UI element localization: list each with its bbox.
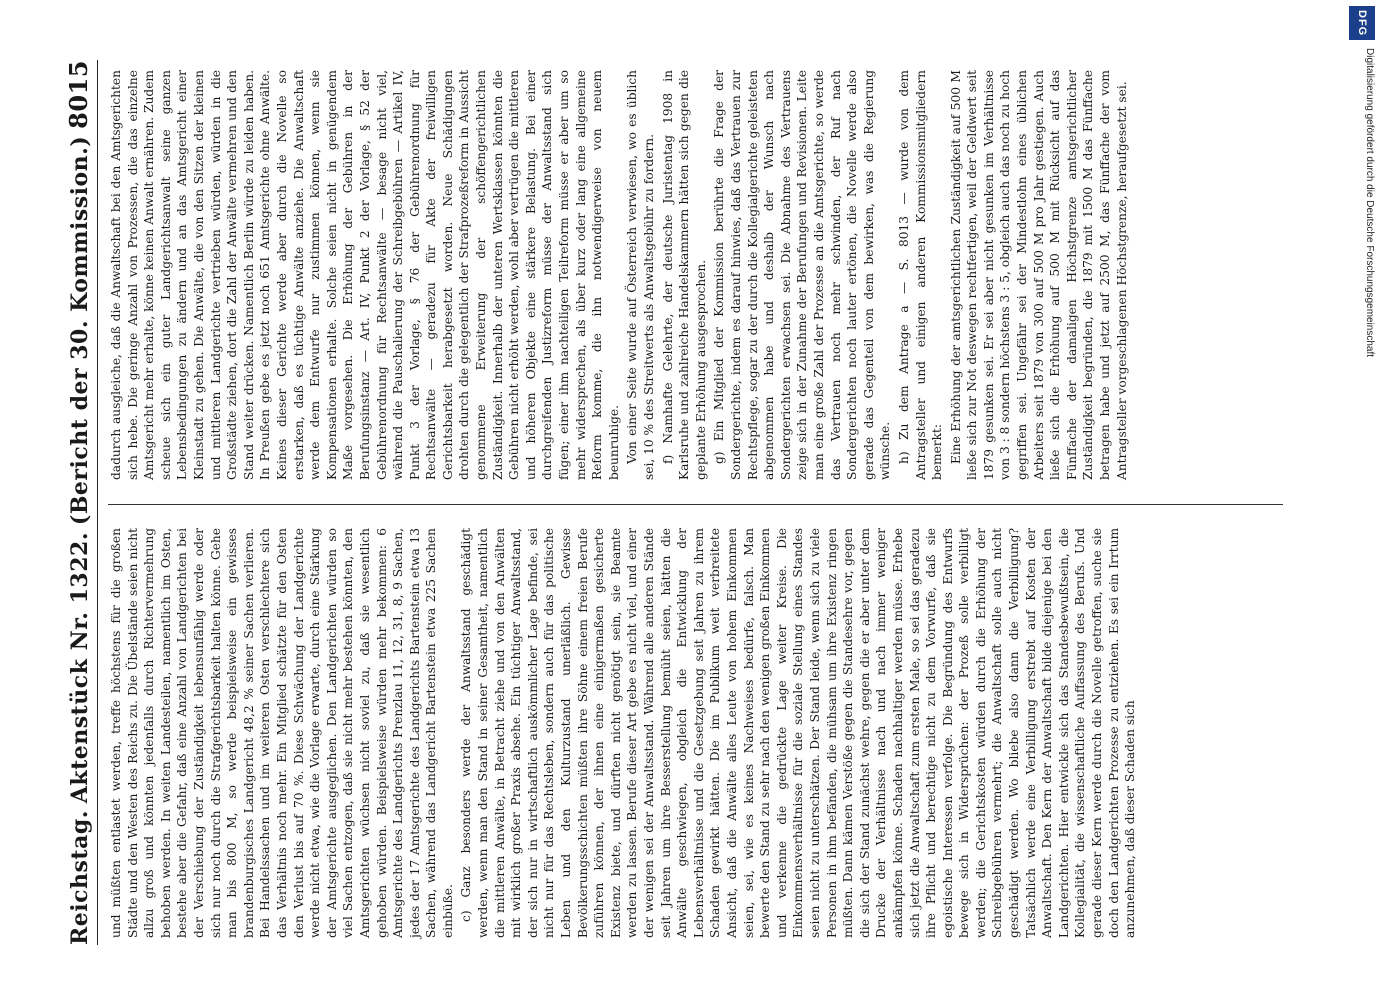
header-center: Aktenstück Nr. 1322. [67,532,93,804]
column-divider [108,504,1283,505]
right-paragraph-3: f) Namhafte Gelehrte, der deutsche Juristentag 1908 in Karlsruhe und zahlreiche Handelskammern hätten sich gegen die geplante Erhöhung ausgesprochen. [660,70,708,480]
digitization-note: Digitalisierung gefördert durch die Deutsche Forschungsgemeinschaft [1364,48,1375,358]
right-paragraph-1: dadurch ausgleiche, daß die Anwaltschaft bei den Amtsgerichten sich hebe. Die geringe Anzahl von Prozessen, die das einzelne Amtsgericht mehr erhalte, könne keinen Anwalt ernähren. Zudem scheue sich ein guter Landgerichtsanwalt seine ganzen Lebensbedingungen zu ändern und an das Amtsgericht einer Kleinstadt zu gehen. Die Anwälte, die von den Sitzen der kleinen und mittleren Landgerichte vertrieben würden, würden in die Großstädte ziehen, dort die Zahl der Anwälte vermehren und den Stand weiter drücken. Namentlich Berlin würde zu leiden haben. In Preußen gebe es jetzt noch 651 Amtsgerichte ohne Anwälte. Keines dieser Gerichte werde aber durch die Novelle so erstarken, daß es tüchtige Anwälte anziehe. Die Anwaltschaft werde dem Entwurfe nur zustimmen können, wenn sie Kompensationen erhalte. Solche seien nicht in genügendem Maße vorgesehen. Die Erhöhung der Gebühren in der Berufungsinstanz — Art. IV, Punkt 2 der Vorlage, § 52 der Gebührenordnung für Rechtsanwälte — besage nicht viel, während die Pauschalierung der Schreibgebühren — Artikel IV, Punkt 3 der Vorlage, § 76 der Gebührenordnung für Rechtsanwälte — geradezu für Akte der freiwilligen Gerichtsbarkeit herabgesetzt worden. Neue Schädigungen drohten durch die gelegentlich der Strafprozeßreform in Aussicht genommene Erweiterung der schöffengerichtlichen Zuständigkeit. Innerhalb der unteren Wertsklassen könnten die Gebühren nicht erhöht werden, wohl aber vertrügen die mittleren und höheren Objekte eine stärkere Belastung. Bei einer durchgreifenden Justizreform müsse der Anwaltsstand sich fügen; einer ihm nachteiligen Teilreform müsse er aber um so mehr widersprechen, als über kurz oder lang eine allgemeine Reform komme, die ihn notwendigerweise von neuem beunruhige. [109,70,621,480]
left-paragraph-2: c) Ganz besonders werde der Anwaltsstand geschädigt werden, wenn man den Stand in seiner Gesamtheit, namentlich die mittleren Anwälte, in Betracht ziehe und von den Anwälten mit wirklich großer Praxis absehe. Ein tüchtiger Anwaltsstand, der sich nur in wirtschaftlich auskömmlicher Lage befinde, sei nicht nur für das Rechtsleben, sondern auch für das politische Leben und den Kulturzustand unerläßlich. Gewisse Bevölkerungsschichten müßten ihre Söhne einem freien Berufe zuführen können, der ihnen eine einigermaßen gesicherte Existenz biete, und dürften nicht genötigt sein, sie Beamte werden zu lassen. Berufe dieser Art gebe es nicht viel, und einer der wenigen sei der Anwaltsstand. Während alle anderen Stände seit Jahren um ihre Besserstellung bemüht seien, hätten die Anwälte geschwiegen, obgleich die Entwicklung der Lebensverhältnisse und die Gesetzgebung seit Jahren zu ihrem Schaden gewirkt hätten. Die im Publikum weit verbreitete Ansicht, daß die Anwälte alles Leute von hohem Einkommen seien, sei, wie es keines Nachweises bedürfe, falsch. Man bewerte den Stand zu sehr nach den wenigen großen Einkommen und verkenne die gedrückte Lage weiter Kreise. Die Einkommensverhältnisse für die soziale Stellung eines Standes seien nicht zu unterschätzen. Der Stand leide, wenn sich zu viele Personen in ihm befänden, die mühsam um ihre Existenz ringen müßten. Dann kämen Verstöße gegen die Standesehre vor, gegen die sich der Stand zunächst wehre, gegen die er aber unter dem Drucke der Verhältnisse nach und nach immer weniger ankämpfen könne. Schaden nachhaltiger werden müsse. Erhebe sich jetzt die Anwaltschaft zum ersten Male, so sei das geradezu ihre Pflicht und berechtige nicht zu dem Vorwurfe, daß sie egoistische Interessen verfolge. Die Begründung des Entwurfs bewege sich in Widersprüchen: der Prozeß solle verbilligt werden; die Gerichtskosten würden durch die Erhöhung der Schreibgebühren vermehrt; die Anwaltschaft solle auch nicht geschädigt werden. Wo bliebe also dann die Verbilligung? Tatsächlich werde eine Verbilligung erstrebt auf Kosten der Anwaltschaft. Den Kern der Anwaltschaft bilde diejenige bei den Landgerichten. Hier entwickle sich das Standesbewußtsein, die Kollegialität, die wissenschaftliche Auffassung des Berufs. Und gerade dieser Kern werde durch die Novelle getroffen, suche sie doch den Landgerichten Prozesse zu entziehen. Es sei ein Irrtum anzunehmen, daß dieser Schaden sich [459,528,1138,938]
right-column [108,70,1132,480]
right-paragraph-6: Eine Erhöhung der amtsgerichtlichen Zuständigkeit auf 500 M ließe sich zur Not deswegen rechtfertigen, weil der Geldwert seit 1879 gesunken sei. Er sei aber nicht gesunken im Verhältnisse von 3 : 8 sondern höchstens 3 : 5, obgleich auch das noch zu hoch gegriffen sei. Ungefähr sei der Mindestlohn eines üblichen Arbeiters seit 1879 von 300 auf 500 M pro Jahr gestiegen. Auch ließe sich die Erhöhung auf 500 M mit Rücksicht auf das Fünffache der damaligen Höchstgrenze amtsgerichtlicher Zuständigkeit begründen, die 1879 mit 1500 M das Fünffache betragen habe und jetzt auf 2500 M, das Fünffache der vom Antragsteller vorgeschlagenen Höchstgrenze, heraufgesetzt sei. [948,70,1129,480]
right-paragraph-2: Von einer Seite wurde auf Österreich verwiesen, wo es üblich sei, 10 % des Streitwerts als Anwaltsgebühr zu fordern. [625,70,656,480]
page-number: 8015 [64,60,93,129]
left-column [108,528,1141,938]
right-paragraph-4: g) Ein Mitglied der Kommission berührte die Frage der Sondergerichte, indem es darauf hinwies, daß das Vertrauen zur Rechtspflege, sogar zu der durch die Kollegialgerichte geleisteten abgenommen habe und deshalb der Wunsch nach Sondergerichten erwachsen sei. Die Abnahme des Vertrauens zeige sich in der Zunahme der Berufungen und Revisionen. Leite man eine große Zahl der Prozesse an die Amtsgerichte, so werde das Vertrauen noch mehr schwinden, der Ruf nach Sondergerichten noch lauter ertönen, die Novelle werde also gerade das Gegenteil von dem bewirken, was die Regierung wünsche. [712,70,893,480]
left-paragraph-1: und müßten entlastet werden, treffe höchstens für die großen Städte und den Westen des Reichs zu. Die Übelstände seien nicht allzu groß und könnten jedenfalls durch Richtervermehrung behoben werden. In weiten Landesteilen, namentlich im Osten, bestehe aber die Gefahr, daß eine Anzahl von Landgerichten bei der Verschiebung der Zuständigkeit lebensunfähig werde oder sich nur noch durch die Strafgerichtsbarkeit halten könne. Gehe man bis 800 M, so werde beispielsweise ein gewisses brandenburgisches Landgericht 48,2 % seiner Sachen verlieren. Bei Handelssachen und im weiteren Osten verschlechtere sich das Verhältnis noch mehr. Ein Mitglied schätzte für den Osten den Verlust bis auf 70 %. Diese Schwächung der Landgerichte werde nicht etwa, wie die Vorlage erwarte, durch eine Stärkung der Amtsgerichte ausgeglichen. Den Landgerichten würden so viel Sachen entzogen, daß sie nicht mehr bestehen könnten, den Amtsgerichten wüchsen nicht soviel zu, daß sie wesentlich gehoben würden. Beispielsweise würden mehr bekommen: 6 Amtsgerichte des Landgerichts Prenzlau 11, 12, 31, 8, 9 Sachen, jedes der 17 Amtsgerichte des Landgerichts Bartenstein etwa 13 Sachen, während das Landgericht Bartenstein etwa 225 Sachen einbüße. [109,528,455,938]
header-center2: (Bericht der 30. Kommission.) [67,135,93,526]
right-paragraph-5: h) Zu dem Antrage a — S. 8013 — wurde von dem Antragsteller und einigen anderen Kommissionsmitgliedern bemerkt: [896,70,945,480]
dfg-logo: DFG [1349,6,1375,40]
header-left: Reichstag. [67,810,93,945]
page-header [55,60,98,945]
